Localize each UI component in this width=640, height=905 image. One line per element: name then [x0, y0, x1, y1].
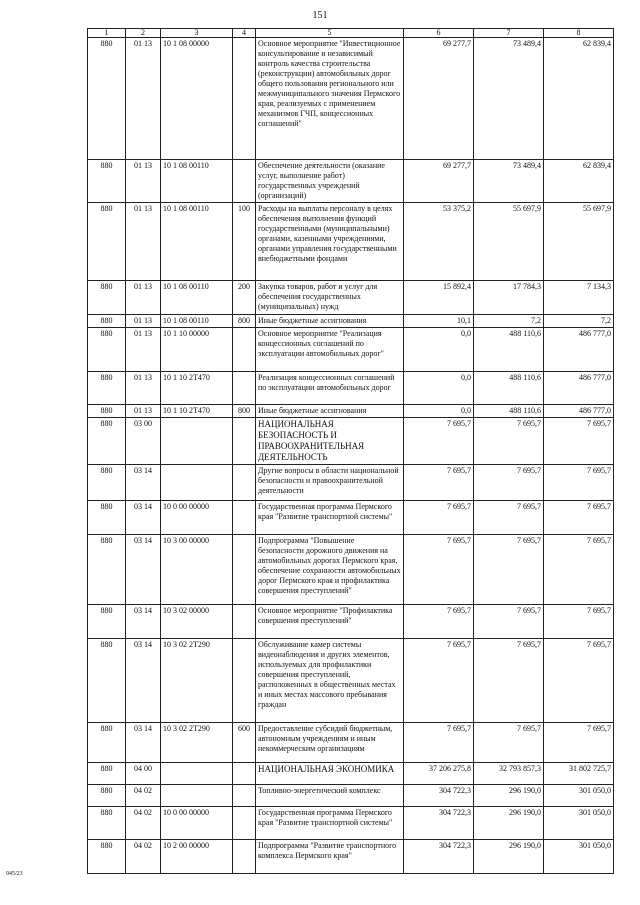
admin-code-cell: 880: [88, 785, 126, 807]
admin-code-cell: 880: [88, 605, 126, 639]
item-name-cell: Предоставление субсидий бюджетным, автономным учреждениям и иным некоммерческим организациям: [256, 723, 404, 763]
admin-code-cell: 880: [88, 465, 126, 501]
section-code-cell: 01 13: [126, 38, 161, 160]
section-code-cell: 03 14: [126, 639, 161, 723]
amount-year1-cell: 7 695,7: [404, 535, 474, 605]
section-code-cell: 04 02: [126, 840, 161, 874]
section-code-cell: 01 13: [126, 328, 161, 372]
amount-year2-cell: 7 695,7: [474, 418, 544, 465]
target-article-cell: [161, 785, 233, 807]
item-name-cell: Иные бюджетные ассигнования: [256, 315, 404, 328]
section-code-cell: 03 14: [126, 465, 161, 501]
column-header: 1: [88, 29, 126, 38]
item-name-cell: Подпрограмма "Развитие транспортного комплекса Пермского края": [256, 840, 404, 874]
table-row: [88, 605, 614, 639]
item-name-cell: Обеспечение деятельности (оказание услуг, выполнение работ) государственных учреждений (организаций): [256, 160, 404, 203]
amount-year2-cell: 7 695,7: [474, 535, 544, 605]
item-name-cell: Обслуживание камер системы видеонаблюдения и других элементов, используемых для профилактики совершения преступлений, расположенных в общественных местах и иных местах массового пребывания граждан: [256, 639, 404, 723]
table-row: [88, 840, 614, 874]
column-header: 8: [544, 29, 614, 38]
section-code-cell: 01 13: [126, 160, 161, 203]
amount-year3-cell: 7 695,7: [544, 501, 614, 535]
column-header: 7: [474, 29, 544, 38]
section-code-cell: 01 13: [126, 203, 161, 281]
column-header: 3: [161, 29, 233, 38]
amount-year1-cell: 304 722,3: [404, 840, 474, 874]
target-article-cell: 10 0 00 00000: [161, 501, 233, 535]
item-name-cell: Государственная программа Пермского края "Развитие транспортной системы": [256, 807, 404, 840]
column-header: 5: [256, 29, 404, 38]
target-article-cell: 10 3 02 00000: [161, 605, 233, 639]
amount-year2-cell: 488 110,6: [474, 405, 544, 418]
target-article-cell: 10 1 10 2Т470: [161, 372, 233, 405]
item-name-cell: Закупка товаров, работ и услуг для обеспечения государственных (муниципальных) нужд: [256, 281, 404, 315]
amount-year2-cell: 73 489,4: [474, 160, 544, 203]
target-article-cell: 10 1 08 00000: [161, 38, 233, 160]
expense-type-cell: [233, 160, 256, 203]
target-article-cell: 10 3 00 00000: [161, 535, 233, 605]
amount-year3-cell: 55 697,9: [544, 203, 614, 281]
item-name-cell: Реализация концессионных соглашений по эксплуатации автомобильных дорог: [256, 372, 404, 405]
amount-year1-cell: 37 206 275,8: [404, 763, 474, 785]
admin-code-cell: 880: [88, 418, 126, 465]
admin-code-cell: 880: [88, 840, 126, 874]
amount-year1-cell: 7 695,7: [404, 605, 474, 639]
admin-code-cell: 880: [88, 763, 126, 785]
item-name-cell: Другие вопросы в области национальной безопасности и правоохранительной деятельности: [256, 465, 404, 501]
table-row: [88, 418, 614, 465]
table-row: [88, 405, 614, 418]
table-row: [88, 501, 614, 535]
admin-code-cell: 880: [88, 639, 126, 723]
amount-year1-cell: 0,0: [404, 405, 474, 418]
admin-code-cell: 880: [88, 328, 126, 372]
expense-type-cell: [233, 418, 256, 465]
target-article-cell: 10 1 10 00000: [161, 328, 233, 372]
item-name-cell: Подпрограмма "Повышение безопасности дорожного движения на автомобильных дорогах Пермского края, обеспечение сохранности автомобильных дорог Пермского края и профилактика совершения преступлений": [256, 535, 404, 605]
section-code-cell: 03 14: [126, 605, 161, 639]
item-name-cell: Иные бюджетные ассигнования: [256, 405, 404, 418]
target-article-cell: 10 0 00 00000: [161, 807, 233, 840]
section-code-cell: 04 02: [126, 785, 161, 807]
amount-year2-cell: 7 695,7: [474, 723, 544, 763]
table-row: [88, 535, 614, 605]
table-row: [88, 723, 614, 763]
amount-year3-cell: 7 695,7: [544, 535, 614, 605]
amount-year3-cell: 7 695,7: [544, 465, 614, 501]
amount-year1-cell: 7 695,7: [404, 418, 474, 465]
expense-type-cell: [233, 840, 256, 874]
admin-code-cell: 880: [88, 807, 126, 840]
amount-year2-cell: 296 190,0: [474, 840, 544, 874]
amount-year3-cell: 486 777,0: [544, 328, 614, 372]
target-article-cell: 10 1 08 00110: [161, 315, 233, 328]
expense-type-cell: [233, 535, 256, 605]
item-name-cell: Основное мероприятие "Инвестиционное консультирование и независимый контроль качества строительства (реконструкции) автомобильных дорог общего пользования регионального или межмуниципального значения Пермского края, реализуемых с применением механизмов ГЧП, концессионных соглашений": [256, 38, 404, 160]
expense-type-cell: [233, 501, 256, 535]
section-code-cell: 03 00: [126, 418, 161, 465]
expense-type-cell: [233, 605, 256, 639]
amount-year3-cell: 7 695,7: [544, 418, 614, 465]
amount-year1-cell: 7 695,7: [404, 501, 474, 535]
admin-code-cell: 880: [88, 160, 126, 203]
target-article-cell: 10 3 02 2Т290: [161, 723, 233, 763]
amount-year1-cell: 69 277,7: [404, 160, 474, 203]
table-row: [88, 465, 614, 501]
expense-type-cell: 600: [233, 723, 256, 763]
amount-year2-cell: 7,2: [474, 315, 544, 328]
table-row: [88, 785, 614, 807]
amount-year3-cell: 301 050,0: [544, 840, 614, 874]
table-row: [88, 372, 614, 405]
expense-type-cell: [233, 465, 256, 501]
target-article-cell: 10 2 00 00000: [161, 840, 233, 874]
item-name-cell: Топливно-энергетический комплекс: [256, 785, 404, 807]
expense-type-cell: [233, 328, 256, 372]
amount-year2-cell: 488 110,6: [474, 372, 544, 405]
amount-year3-cell: 301 050,0: [544, 785, 614, 807]
amount-year3-cell: 62 839,4: [544, 160, 614, 203]
admin-code-cell: 880: [88, 203, 126, 281]
item-name-cell: Основное мероприятие "Реализация концессионных соглашений по эксплуатации автомобильных дорог": [256, 328, 404, 372]
table-row: [88, 160, 614, 203]
amount-year2-cell: 7 695,7: [474, 501, 544, 535]
amount-year1-cell: 53 375,2: [404, 203, 474, 281]
admin-code-cell: 880: [88, 281, 126, 315]
target-article-cell: 10 1 08 00110: [161, 203, 233, 281]
amount-year2-cell: 296 190,0: [474, 807, 544, 840]
target-article-cell: 10 1 08 00110: [161, 160, 233, 203]
amount-year1-cell: 0,0: [404, 372, 474, 405]
target-article-cell: 10 1 08 00110: [161, 281, 233, 315]
table-row: [88, 639, 614, 723]
admin-code-cell: 880: [88, 535, 126, 605]
admin-code-cell: 880: [88, 405, 126, 418]
expense-type-cell: 100: [233, 203, 256, 281]
item-name-cell: Государственная программа Пермского края "Развитие транспортной системы": [256, 501, 404, 535]
amount-year2-cell: 55 697,9: [474, 203, 544, 281]
footer-code: 945/23: [6, 871, 23, 877]
section-code-cell: 01 13: [126, 315, 161, 328]
expense-type-cell: [233, 785, 256, 807]
amount-year1-cell: 10,1: [404, 315, 474, 328]
table-row: [88, 38, 614, 160]
expense-type-cell: [233, 639, 256, 723]
budget-table: [87, 28, 614, 874]
amount-year3-cell: 7 134,3: [544, 281, 614, 315]
amount-year1-cell: 15 892,4: [404, 281, 474, 315]
target-article-cell: 10 1 10 2Т470: [161, 405, 233, 418]
item-name-cell: НАЦИОНАЛЬНАЯ ЭКОНОМИКА: [256, 763, 404, 785]
amount-year3-cell: 7 695,7: [544, 639, 614, 723]
expense-type-cell: 800: [233, 315, 256, 328]
amount-year2-cell: 7 695,7: [474, 605, 544, 639]
column-header: 2: [126, 29, 161, 38]
amount-year3-cell: 31 802 725,7: [544, 763, 614, 785]
column-header: 6: [404, 29, 474, 38]
amount-year3-cell: 62 839,4: [544, 38, 614, 160]
item-name-cell: Расходы на выплаты персоналу в целях обеспечения выполнения функций государственными (муниципальными) органами, казенными учреждениями, органами управления государственными внебюджетными фондами: [256, 203, 404, 281]
table-row: [88, 328, 614, 372]
expense-type-cell: 200: [233, 281, 256, 315]
table-row: [88, 763, 614, 785]
amount-year1-cell: 7 695,7: [404, 639, 474, 723]
section-code-cell: 04 02: [126, 807, 161, 840]
amount-year3-cell: 7,2: [544, 315, 614, 328]
section-code-cell: 01 13: [126, 281, 161, 315]
expense-type-cell: [233, 38, 256, 160]
target-article-cell: 10 3 02 2Т290: [161, 639, 233, 723]
admin-code-cell: 880: [88, 501, 126, 535]
column-header: 4: [233, 29, 256, 38]
amount-year3-cell: 301 050,0: [544, 807, 614, 840]
amount-year2-cell: 296 190,0: [474, 785, 544, 807]
amount-year3-cell: 486 777,0: [544, 372, 614, 405]
amount-year1-cell: 7 695,7: [404, 465, 474, 501]
expense-type-cell: 800: [233, 405, 256, 418]
amount-year2-cell: 73 489,4: [474, 38, 544, 160]
expense-type-cell: [233, 372, 256, 405]
expense-type-cell: [233, 763, 256, 785]
amount-year3-cell: 486 777,0: [544, 405, 614, 418]
admin-code-cell: 880: [88, 315, 126, 328]
section-code-cell: 03 14: [126, 501, 161, 535]
item-name-cell: Основное мероприятие "Профилактика совершения преступлений": [256, 605, 404, 639]
target-article-cell: [161, 763, 233, 785]
table-row: [88, 281, 614, 315]
amount-year3-cell: 7 695,7: [544, 723, 614, 763]
amount-year1-cell: 304 722,3: [404, 785, 474, 807]
amount-year2-cell: 488 110,6: [474, 328, 544, 372]
target-article-cell: [161, 465, 233, 501]
table-header-row: [88, 29, 614, 38]
section-code-cell: 01 13: [126, 372, 161, 405]
amount-year2-cell: 7 695,7: [474, 465, 544, 501]
admin-code-cell: 880: [88, 723, 126, 763]
amount-year1-cell: 69 277,7: [404, 38, 474, 160]
table-row: [88, 315, 614, 328]
target-article-cell: [161, 418, 233, 465]
admin-code-cell: 880: [88, 372, 126, 405]
amount-year2-cell: 7 695,7: [474, 639, 544, 723]
section-code-cell: 03 14: [126, 535, 161, 605]
admin-code-cell: 880: [88, 38, 126, 160]
table-row: [88, 807, 614, 840]
amount-year2-cell: 17 784,3: [474, 281, 544, 315]
amount-year1-cell: 304 722,3: [404, 807, 474, 840]
amount-year2-cell: 32 793 857,3: [474, 763, 544, 785]
amount-year3-cell: 7 695,7: [544, 605, 614, 639]
section-code-cell: 01 13: [126, 405, 161, 418]
section-code-cell: 04 00: [126, 763, 161, 785]
item-name-cell: НАЦИОНАЛЬНАЯ БЕЗОПАСНОСТЬ И ПРАВООХРАНИТЕЛЬНАЯ ДЕЯТЕЛЬНОСТЬ: [256, 418, 404, 465]
page-number: 151: [312, 10, 328, 21]
table-row: [88, 203, 614, 281]
section-code-cell: 03 14: [126, 723, 161, 763]
amount-year1-cell: 7 695,7: [404, 723, 474, 763]
expense-type-cell: [233, 807, 256, 840]
amount-year1-cell: 0,0: [404, 328, 474, 372]
